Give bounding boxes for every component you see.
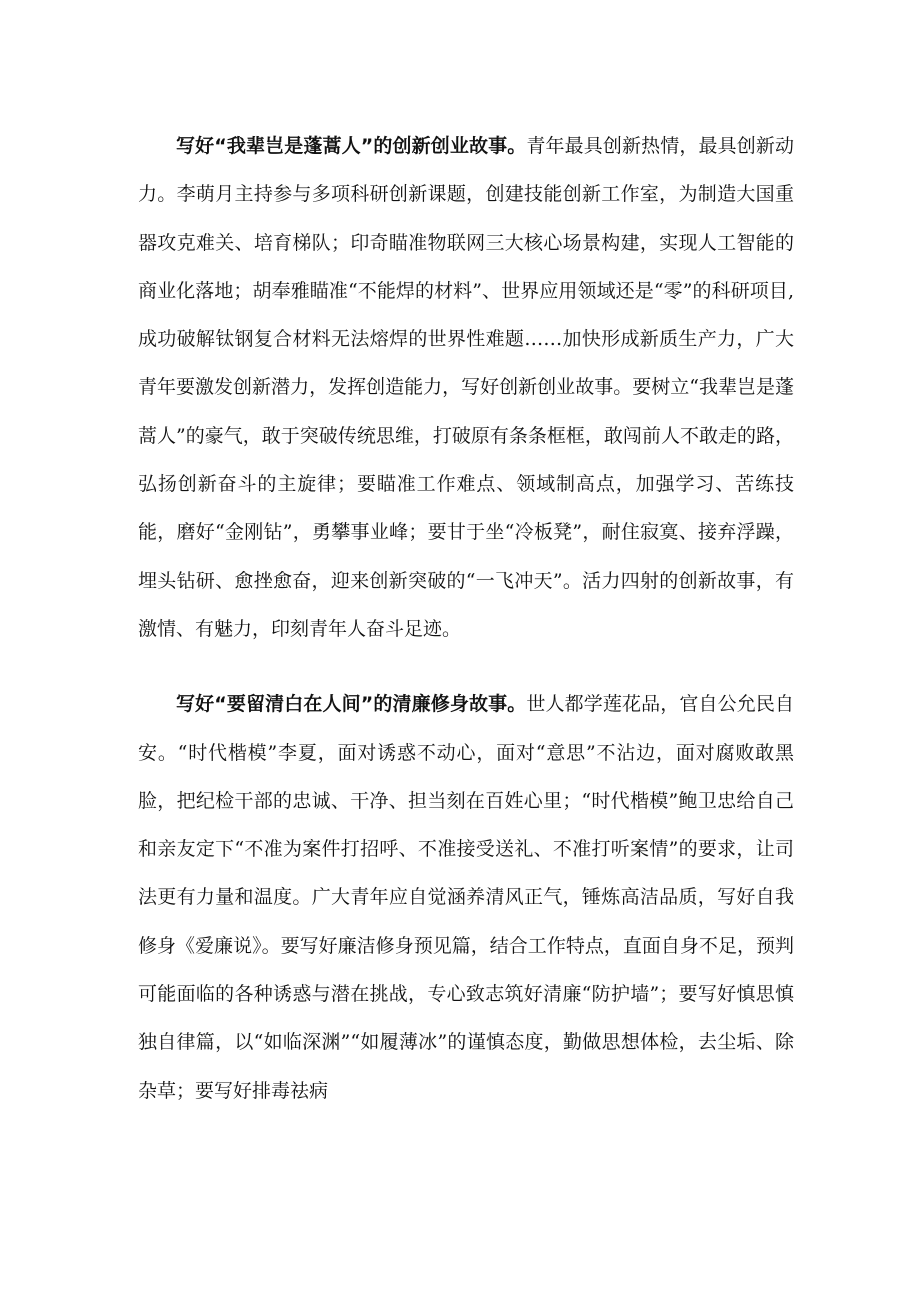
paragraph-lead-heading: 写好“要留清白在人间”的清廉修身故事。	[176, 693, 527, 716]
paragraph-lead-heading: 写好“我辈岂是蓬蒿人”的创新创业故事。	[176, 135, 527, 157]
document-page	[138, 122, 794, 1115]
paragraph-body-text: 青年最具创新热情，最具创新动力。李萌月主持参与多项科研创新课题，创建技能创新工作室，为制造大国重器攻克难关、培育梯队；印奇瞄准物联网三大核心场景构建，实现人工智能的商业化落地；胡奉雅瞄准“不能焊的材料”、世界应用领域还是“零”的科研项目,成功破解钛钢复合材料无法熔焊的世界性难题……加快形成新质生产力，广大青年要激发创新潜力，发挥创造能力，写好创新创业故事。要树立“我辈岂是蓬蒿人”的豪气，敢于突破传统思维，打破原有条条框框，敢闯前人不敢走的路，弘扬创新奋斗的主旋律；要瞄准工作难点、领域制高点，加强学习、苦练技能，磨好“金刚钻”，勇攀事业峰；要甘于坐“冷板凳”，耐住寂寞、接弃浮躁，埋头钻研、愈挫愈奋，迎来创新突破的“一飞冲天”。活力四射的创新故事，有激情、有魅力，印刻青年人奋斗足迹。	[138, 135, 794, 640]
paragraph-integrity	[138, 680, 794, 1115]
paragraph-innovation	[138, 122, 794, 653]
paragraph-body-text: 世人都学莲花品，官自公允民自安。“时代楷模”李夏，面对诱惑不动心，面对“意思”不沾边，面对腐败敢黑脸，把纪检干部的忠诚、干净、担当刻在百姓心里；“时代楷模”鲍卫忠给自己和亲友定下“不准为案件打招呼、不准接受送礼、不准打听案情”的要求，让司法更有力量和温度。广大青年应自觉涵养清风正气，锤炼高洁品质，写好自我修身《爱廉说》。要写好廉洁修身预见篇，结合工作特点，直面自身不足，预判可能面临的各种诱惑与潜在挑战，专心致志筑好清廉“防护墙”；要写好慎思慎独自律篇，以“如临深渊”“如履薄冰”的谨慎态度，勤做思想体检，去尘垢、除杂草；要写好排毒祛病	[138, 693, 794, 1102]
